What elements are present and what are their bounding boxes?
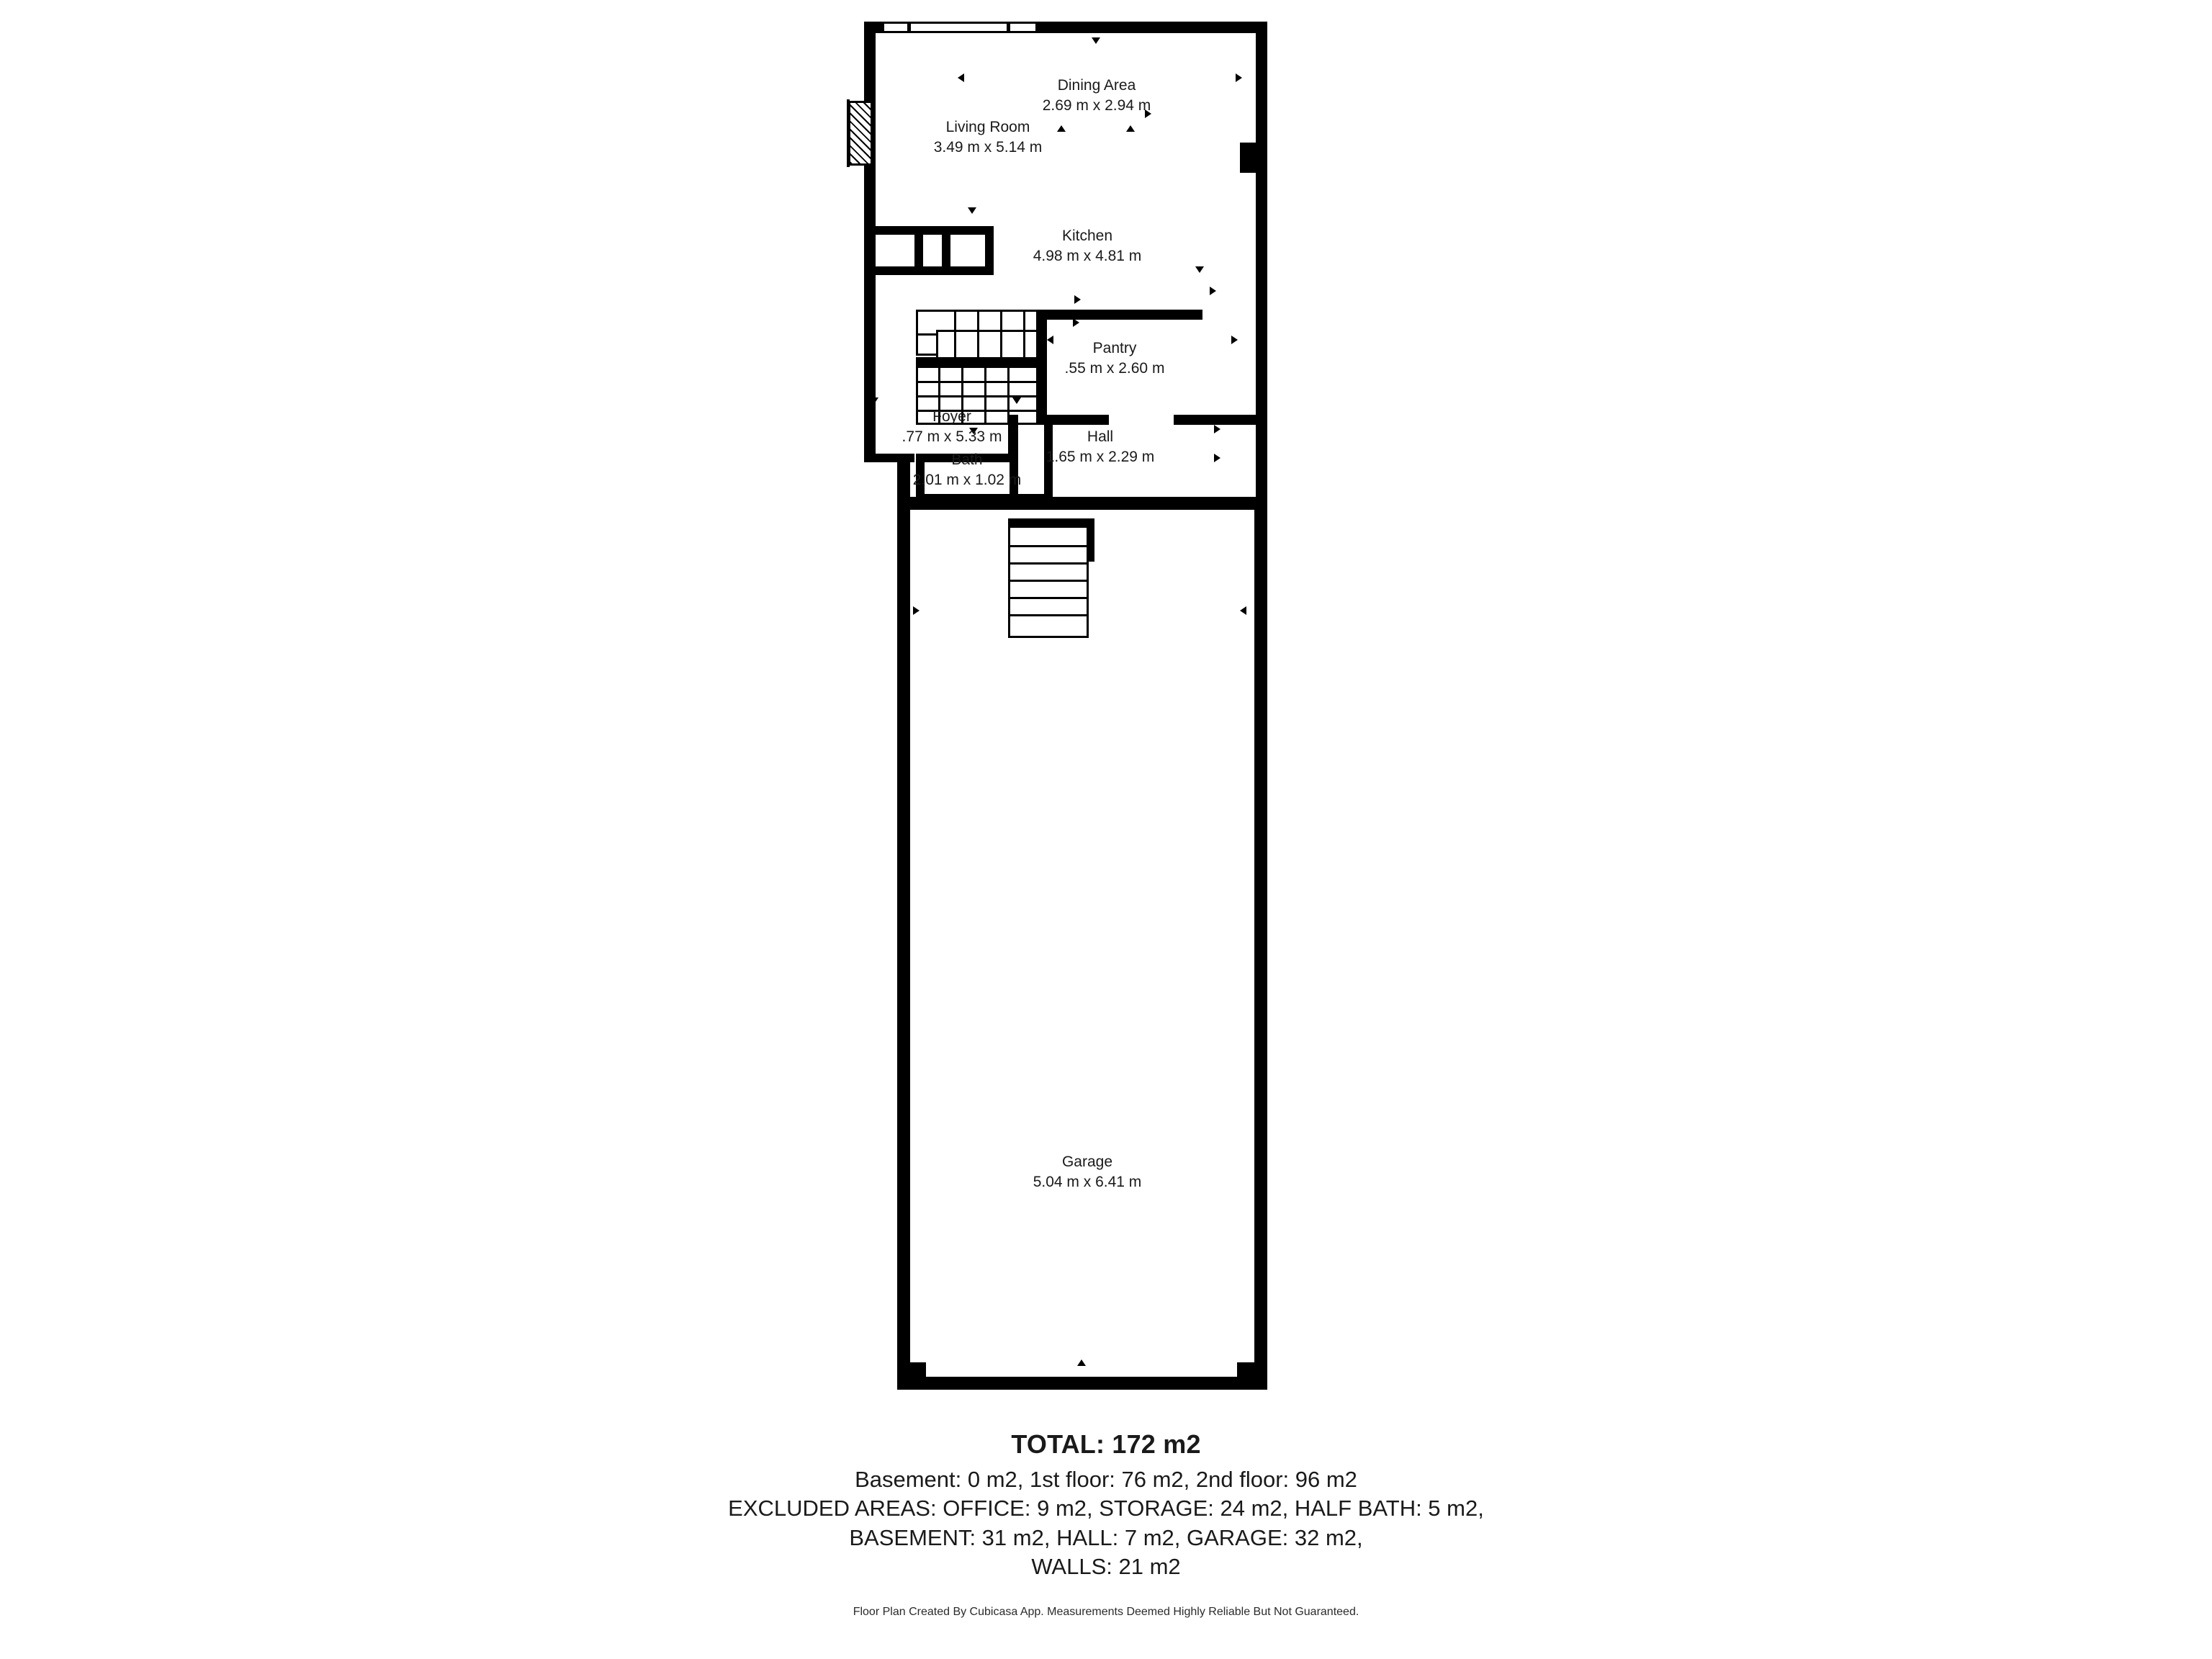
room-name: Living Room [945,119,1030,135]
room-label-dining-area [1043,76,1151,115]
room-dims: 5.04 m x 6.41 m [1033,1173,1142,1190]
room-name: Kitchen [1061,228,1113,244]
room-dims: 1.65 m x 2.29 m [1046,448,1155,465]
room-name: Bath [951,451,983,468]
door-arrow-kitchen-right [1195,266,1204,273]
wall-closet-bottom [864,266,994,275]
wall-garage-bottom [897,1377,1267,1390]
door-arrow-hall-right [1214,425,1220,433]
wall-pantry-top [1037,310,1202,320]
room-dims: .55 m x 2.60 m [1064,359,1165,377]
excluded-areas-line-1: EXCLUDED AREAS: OFFICE: 9 m2, STORAGE: 24 m2, HALF BATH: 5 m2, [728,1496,1484,1521]
room-dims: 4.98 m x 4.81 m [1033,247,1142,264]
room-label-living-room [934,117,1043,157]
room-label-hall [1046,427,1155,467]
door-arrow-kitchen-partition [968,207,976,214]
room-dims: 3.49 m x 5.14 m [933,138,1043,156]
excluded-areas-line-2: BASEMENT: 31 m2, HALL: 7 m2, GARAGE: 32 m2, [849,1524,1363,1550]
door-arrow-pantry-right [1231,336,1238,344]
wall-pantry-right-lower [1174,415,1267,425]
room-label-pantry [1065,338,1165,378]
door-arrow-dining-right [1236,73,1242,82]
wall-pantry-bottom [1037,415,1109,425]
room-label-garage [1033,1152,1142,1192]
room-name: Foyer [932,408,971,425]
door-arrow-dining-top [1092,37,1100,44]
door-arrow-hall-top [1012,397,1021,404]
door-arrow-pantry-top [1210,287,1216,295]
window-mullion-1 [907,22,911,33]
door-arrow-garage-right [1240,606,1246,615]
wall-garage-top [897,497,1267,510]
garage-door-pier-right [1237,1362,1267,1390]
door-arrow-garage-left [913,606,920,615]
credit-text: Floor Plan Created By Cubicasa App. Measurements Deemed Highly Reliable But Not Guaranteed. [853,1606,1359,1619]
wall-exterior-right-mid [1256,415,1267,508]
room-dims: 2.69 m x 2.94 m [1042,96,1151,114]
door-arrow-dining-left [958,73,964,82]
door-arrow-garage-bottom [1077,1359,1086,1366]
room-name: Garage [1061,1154,1113,1170]
garage-door-pier-left [897,1362,926,1390]
total-area: TOTAL: 172 m2 [1011,1429,1201,1459]
door-arrow-foyer-top [870,397,878,404]
floor-plan-drawing [828,22,1404,1411]
wall-pantry-right-upper [1192,310,1202,318]
fireplace-hatch [848,101,873,166]
floor-breakdown: Basement: 0 m2, 1st floor: 76 m2, 2nd floor: 96 m2 [855,1467,1357,1492]
room-name: Dining Area [1057,77,1136,94]
room-dims: 2.01 m x 1.02 m [912,471,1022,488]
room-name: Hall [1087,428,1114,445]
staircase-landing [936,330,1038,360]
room-name: Pantry [1092,340,1137,356]
room-dims: .77 m x 5.33 m [902,428,1002,445]
excluded-areas-line-3: WALLS: 21 m2 [1031,1553,1181,1579]
door-arrow-living-bottom [1057,125,1066,132]
door-arrow-hall-lower [1214,454,1220,462]
wall-garage-right [1254,497,1267,1390]
door-arrow-pantry-left [1047,336,1053,344]
window-mullion-2 [1007,22,1010,33]
staircase-garage [1008,526,1089,638]
wall-kitchen-partition-top [864,226,994,235]
fireplace-frame [847,99,850,167]
door-arrow-dining-bottom [1126,125,1135,132]
wall-exterior-left-notch [864,226,876,275]
room-label-bath [913,450,1022,490]
door-arrow-stair-lower [919,357,925,366]
door-arrow-stair-mid [1073,318,1079,327]
wall-pier-right [1240,143,1267,173]
room-label-kitchen [1033,226,1142,266]
wall-stair-right [1037,310,1047,425]
wall-garage-stair-top [1008,518,1094,526]
room-label-foyer [902,407,1002,446]
door-arrow-stair-top [1074,295,1081,304]
wall-garage-left [897,454,910,1390]
wall-stair-mid [916,357,1038,366]
area-summary [0,1429,2212,1619]
